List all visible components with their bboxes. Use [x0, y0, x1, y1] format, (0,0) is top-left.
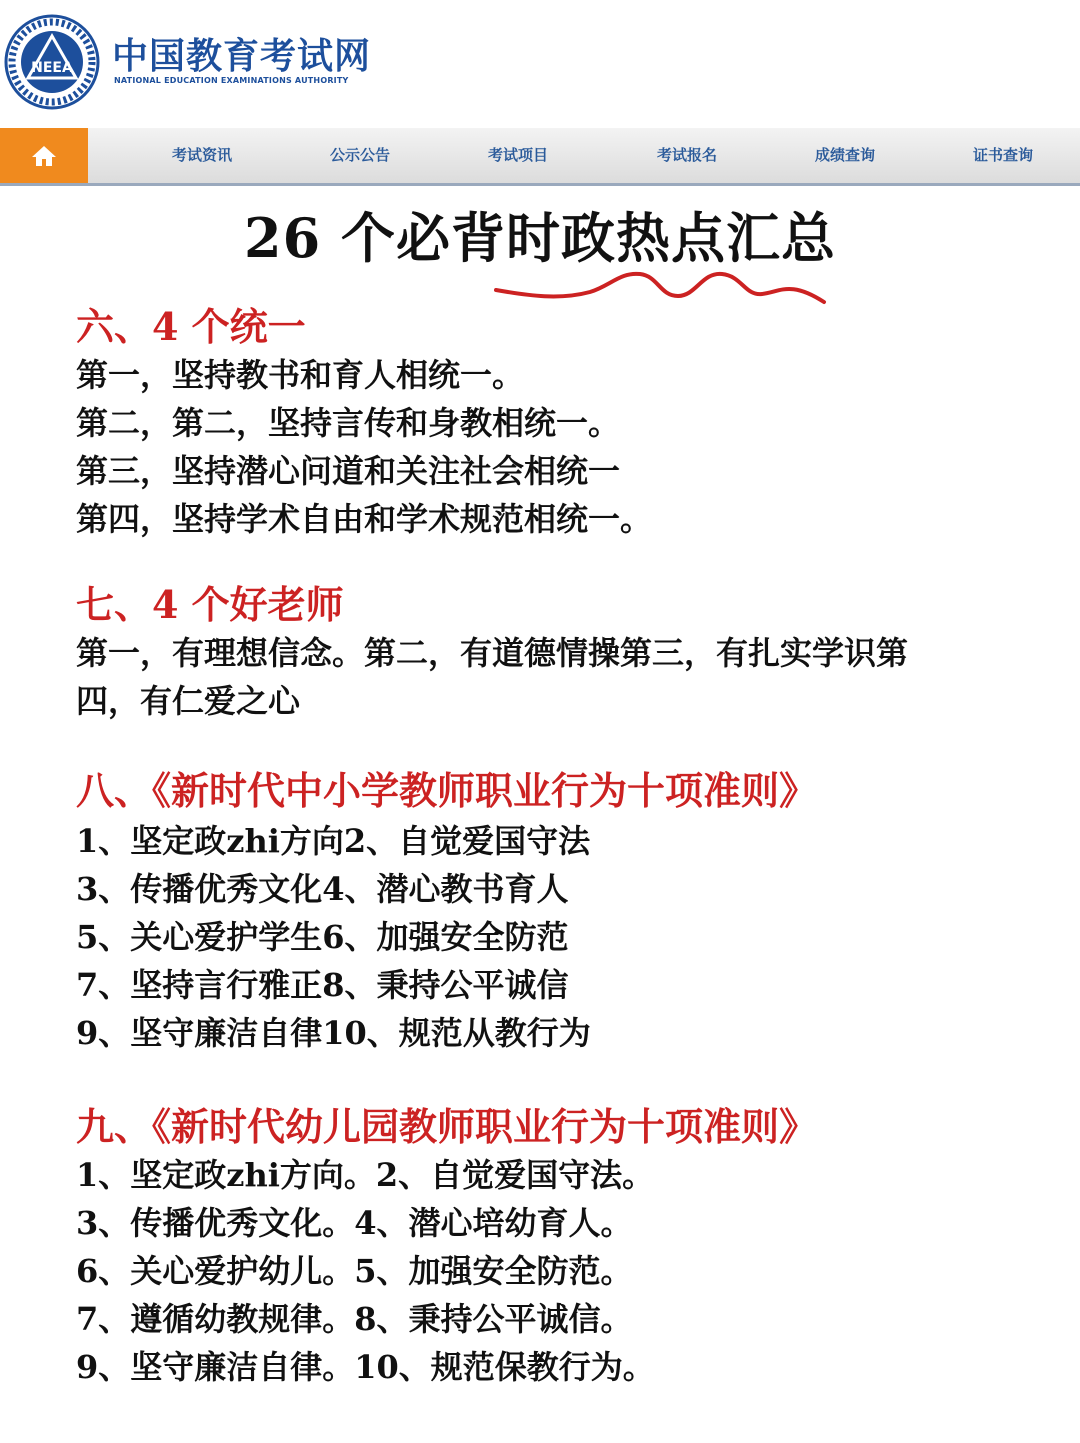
page-title: 26 个必背时政热点汇总 — [244, 206, 836, 270]
list-item: 1、坚定政zhi方向2、自觉爱国守法 — [76, 822, 591, 860]
home-tab[interactable] — [0, 128, 88, 183]
list-item: 四，有仁爱之心 — [76, 682, 301, 720]
list-item: 1、坚定政zhi方向。2、自觉爱国守法。 — [76, 1156, 655, 1194]
logo-text: NEEA — [31, 60, 73, 76]
section-heading-nine: 九、《新时代幼儿园教师职业行为十项准则》 — [76, 1104, 818, 1149]
main-nav — [0, 128, 1080, 186]
list-item: 第一，有理想信念。第二，有道德情操第三，有扎实学识第 — [76, 634, 909, 672]
list-item: 第四，坚持学术自由和学术规范相统一。 — [76, 500, 653, 538]
nav-item-notices[interactable]: 公示公告 — [330, 146, 391, 164]
nav-item-certificates[interactable]: 证书查询 — [973, 146, 1034, 164]
section-heading-seven: 七、4 个好老师 — [76, 582, 344, 627]
site-subtitle: NATIONAL EDUCATION EXAMINATIONS AUTHORITY — [114, 76, 349, 85]
list-item: 7、遵循幼教规律。8、秉持公平诚信。 — [76, 1300, 633, 1338]
list-item: 3、传播优秀文化4、潜心教书育人 — [76, 870, 569, 908]
home-icon — [31, 144, 57, 168]
list-item: 5、关心爱护学生6、加强安全防范 — [76, 918, 569, 956]
list-item: 9、坚守廉洁自律。10、规范保教行为。 — [76, 1348, 655, 1386]
nav-item-scores[interactable]: 成绩查询 — [815, 146, 876, 164]
list-item: 第三，坚持潜心问道和关注社会相统一 — [76, 452, 621, 490]
nav-item-exams[interactable]: 考试项目 — [488, 146, 549, 164]
list-item: 9、坚守廉洁自律10、规范从教行为 — [76, 1014, 591, 1052]
site-name: 中国教育考试网 — [112, 36, 372, 77]
section-heading-eight: 八、《新时代中小学教师职业行为十项准则》 — [76, 768, 818, 813]
decorative-squiggle — [490, 262, 830, 312]
site-header — [0, 0, 1080, 125]
list-item: 7、坚持言行雅正8、秉持公平诚信 — [76, 966, 569, 1004]
list-item: 3、传播优秀文化。4、潜心培幼育人。 — [76, 1204, 633, 1242]
nav-item-news[interactable]: 考试资讯 — [172, 146, 233, 164]
nav-item-registration[interactable]: 考试报名 — [657, 146, 718, 164]
section-heading-six: 六、4 个统一 — [76, 304, 306, 349]
list-item: 6、关心爱护幼儿。5、加强安全防范。 — [76, 1252, 633, 1290]
list-item: 第一，坚持教书和育人相统一。 — [76, 356, 525, 394]
list-item: 第二，第二，坚持言传和身教相统一。 — [76, 404, 621, 442]
neea-logo-icon[interactable] — [4, 14, 100, 110]
